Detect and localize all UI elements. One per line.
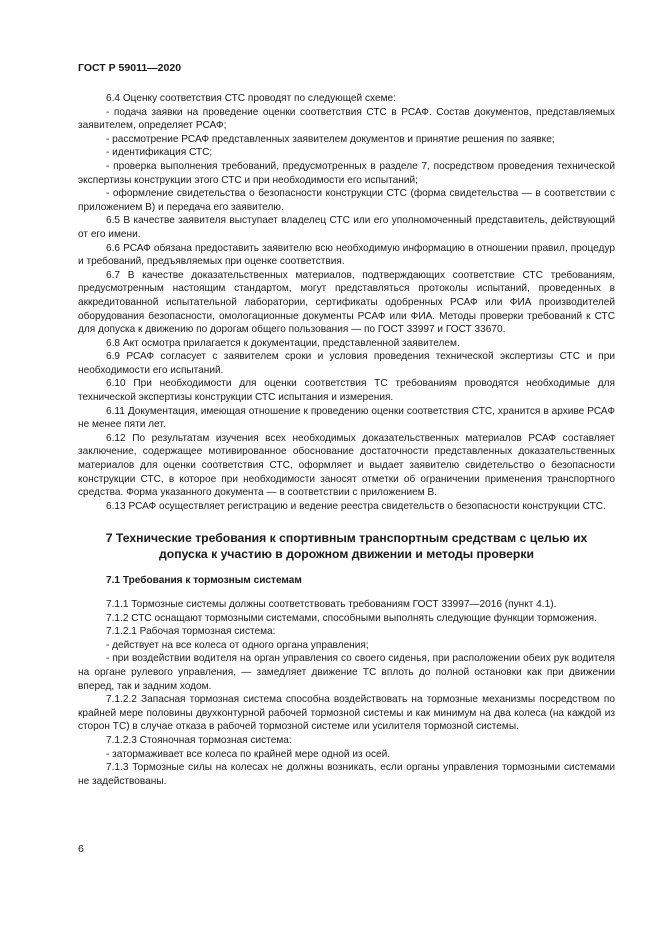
paragraph: 6.4 Оценку соответствия СТС проводят по следующей схеме: bbox=[106, 93, 396, 104]
list-item: - при воздействии водителя на орган управления со своего сиденья, при расположении обеих рук водителя на органе рулевого управления, — замедляет движение ТС вплоть до полной остановки как при движении вперед, так и задним ходом. bbox=[78, 653, 615, 692]
paragraph: 6.12 По результатам изучения всех необходимых доказательственных материалов РСАФ составляет заключение, содержащее мотивированное обоснование достаточности представленных доказательственных материалов для оценки соответствия СТС, оформляет и выдает заявителю свидетельство о безопасности конструкции СТС, в которое при необходимости заносят отметки об ограничении применения транспортного средства. Форма указанного документа — в соответствии с приложением В. bbox=[78, 432, 615, 499]
list-item: - идентификация СТС; bbox=[106, 147, 213, 159]
paragraph: 7.1.2 СТС оснащают тормозными системами, способными выполнять следующие функции торможения. bbox=[106, 612, 597, 624]
list-item: - подача заявки на проведение оценки соответствия СТС в РСАФ. Состав документов, представляемых заявителем, определяет РСАФ; bbox=[78, 106, 615, 132]
list-item: - затормаживает все колеса по крайней мере одной из осей. bbox=[106, 748, 391, 760]
paragraph: 7.1.1 Тормозные системы должны соответствовать требованиям ГОСТ 33997—2016 (пункт 4.1). bbox=[106, 599, 557, 610]
paragraph: 7.1.2.2 Запасная тормозная система способна воздействовать на тормозные механизмы посредством по крайней мере половины двухконтурной рабочей тормозной системы и как минимум на два колеса (на каждой из сторон ТС) в случае отказа в рабочей тормозной системе или усилителя тормозной системы. bbox=[78, 694, 615, 733]
paragraph: 6.7 В качестве доказательственных материалов, подтверждающих соответствие СТС требованиям, предусмотренным настоящим стандартом, могут представляться протоколы испытаний, проведенных в аккредитованной испытательной лаборатории, сертификаты одобренных РСАФ или ФИА производителей оборудования безопасности, омологационные документы РСАФ или ФИА. Методы проверки требований к СТС для допуска к движению по дорогам общего пользования — по ГОСТ 33997 и ГОСТ 33670. bbox=[78, 269, 615, 336]
section-6-text bbox=[78, 92, 615, 513]
list-item: - действует на все колеса от одного органа управления; bbox=[106, 639, 369, 651]
paragraph: 6.6 РСАФ обязана предоставить заявителю всю необходимую информацию в отношении правил, процедур и требований, предъявляемых при оценке соответствия. bbox=[78, 242, 615, 268]
paragraph: 7.1.2.1 Рабочая тормозная система: bbox=[106, 626, 276, 638]
paragraph: 6.11 Документация, имеющая отношение к проведению оценки соответствия СТС, хранится в архиве РСАФ не менее пяти лет. bbox=[78, 405, 615, 431]
page-number: 6 bbox=[78, 843, 84, 855]
list-item: - рассмотрение РСАФ представленных заявителем документов и принятие решения по заявке; bbox=[106, 133, 555, 145]
paragraph: 7.1.2.3 Стояночная тормозная система: bbox=[106, 734, 292, 746]
paragraph: 6.13 РСАФ осуществляет регистрацию и ведение реестра свидетельств о безопасности конструкции СТС. bbox=[106, 500, 606, 512]
section-7-1-text bbox=[78, 598, 615, 788]
section-7-title: 7 Технические требования к спортивным транспортным средствам с целью их допуска к участию в дорожном движении и методы проверки bbox=[105, 531, 588, 561]
paragraph: 6.9 РСАФ согласует с заявителем сроки и условия проведения технической экспертизы СТС и при необходимости его испытаний. bbox=[78, 351, 615, 376]
paragraph: 6.10 При необходимости для оценки соответствия ТС требованиям проводятся необходимые для технической экспертизы конструкции СТС испытания и измерения. bbox=[78, 378, 615, 404]
list-item: - проверка выполнения требований, предусмотренных в разделе 7, посредством проведения технической экспертизы конструкции этого СТС и при необходимости его испытаний; bbox=[78, 160, 615, 186]
paragraph: 6.5 В качестве заявителя выступает владелец СТС или его уполномоченный представитель, действующий от его имени. bbox=[78, 215, 615, 240]
page-body bbox=[78, 92, 615, 788]
paragraph: 7.1.3 Тормозные силы на колесах не должны возникать, если органы управления тормозными системами не задействованы. bbox=[78, 762, 615, 787]
paragraph: 6.8 Акт осмотра прилагается к документации, представленной заявителем. bbox=[106, 337, 460, 349]
list-item: - оформление свидетельства о безопасности конструкции СТС (форма свидетельства — в соответствии с приложением В) и передача его заявителю. bbox=[78, 188, 615, 213]
document-header-id: ГОСТ Р 59011—2020 bbox=[78, 62, 182, 74]
section-7-1-title: 7.1 Требования к тормозным системам bbox=[106, 575, 302, 587]
